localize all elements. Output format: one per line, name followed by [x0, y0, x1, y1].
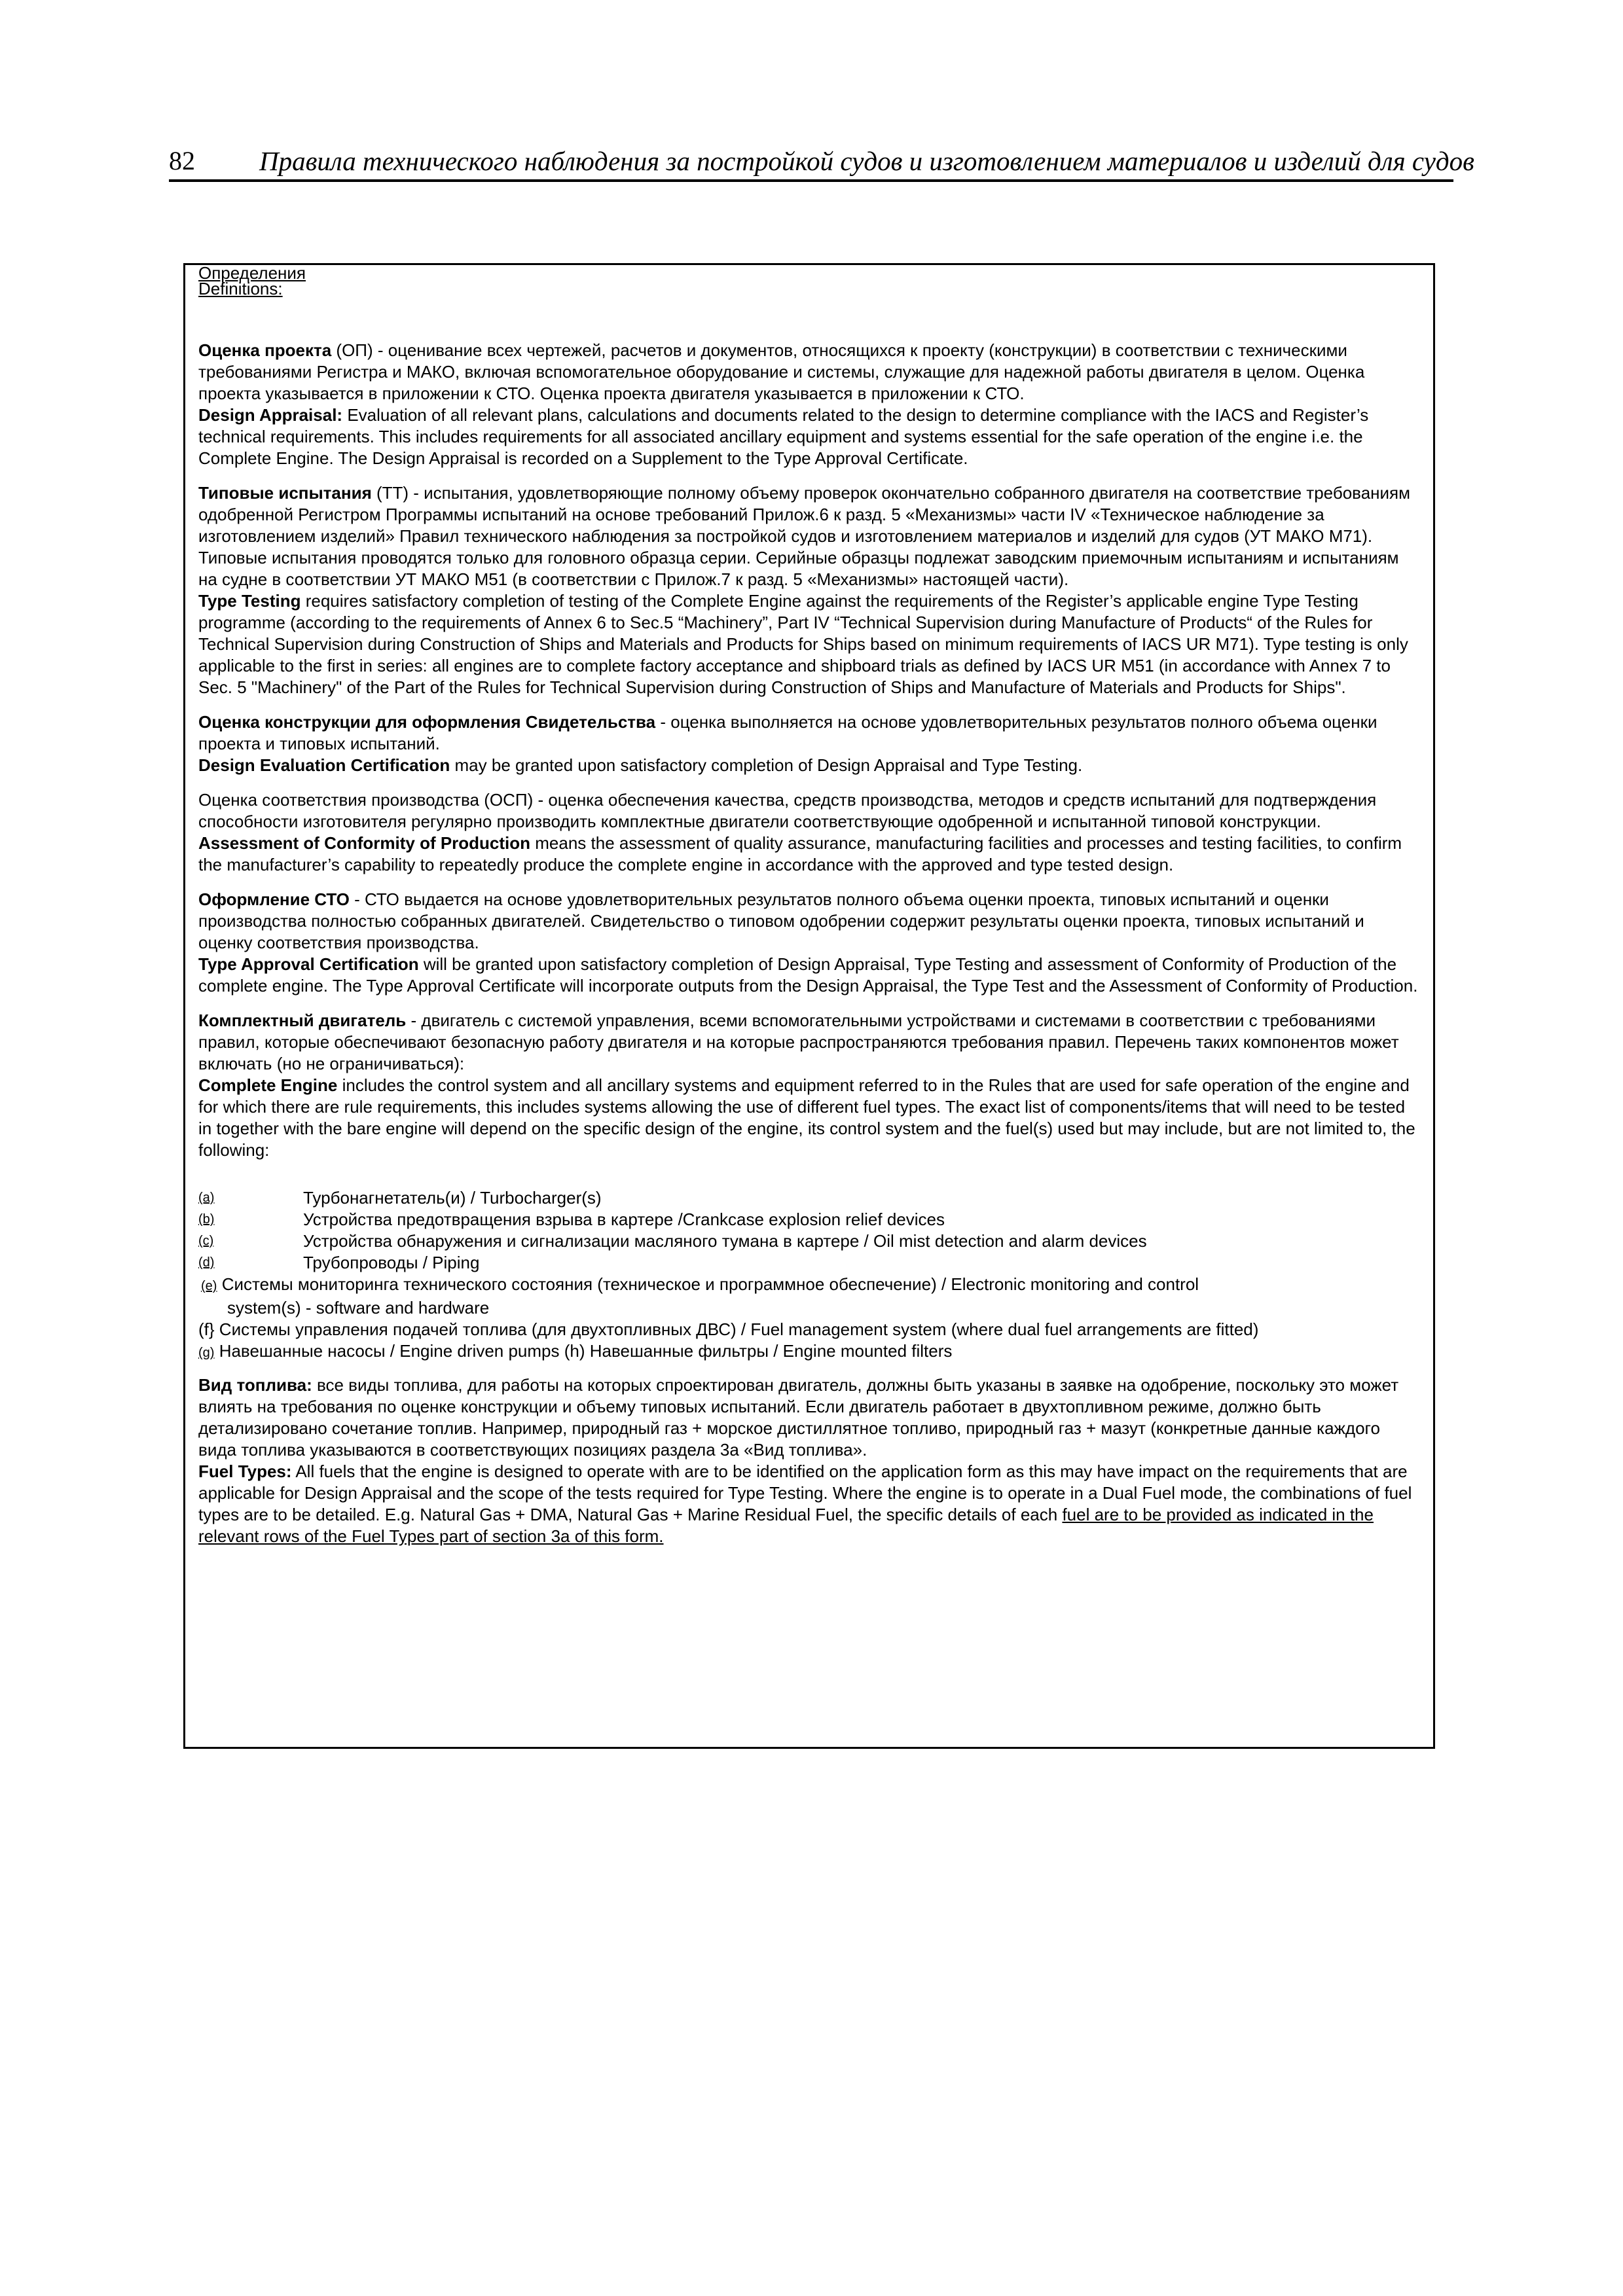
definition-text: includes the control system and all ancillary systems and equipment referred to in the Rules that are used for safe operation of the engine and for which there are rule requirements, this includes systems allowing the use of different fuel types. The exact list of components/items that will need to be tested in together with the bare engine will depend on the specific design of the engine, its control system and the fuel(s) used but may include, but are not limited to, the following:	[198, 1075, 1415, 1160]
term: Complete Engine	[198, 1075, 338, 1095]
list-item	[198, 1252, 1420, 1274]
term: Design Appraisal:	[198, 405, 343, 425]
definition-text: - двигатель с системой управления, всеми вспомогательными устройствами и системами в соответствии с требованиями правил, которые обеспечивают безопасную работу двигателя и на которые распространяются требования правил. Перечень таких компонентов может включать (но не ограничиваться):	[198, 1011, 1399, 1073]
list-marker: (g)	[198, 1346, 215, 1360]
type-testing-ru	[198, 482, 1420, 590]
list-marker: (b)	[198, 1212, 215, 1227]
list-marker: (c)	[198, 1234, 214, 1248]
list-item	[198, 1319, 1420, 1340]
design-evaluation-en	[198, 755, 1420, 776]
list-text: Турбонагнетатель(и) / Turbocharger(s)	[303, 1188, 602, 1208]
term: Комплектный двигатель	[198, 1011, 407, 1030]
list-marker: (e)	[201, 1279, 217, 1293]
design-appraisal-ru	[198, 340, 1420, 404]
term: Type Approval Certification	[198, 954, 419, 974]
definition-text-underlined: fuel are to be provided as indicated in the relevant rows of the Fuel Types part of section 3a of this form.	[198, 1505, 1374, 1546]
definition-text: means the assessment of quality assurance, manufacturing facilities and processes and testing facilities, to confirm the manufacturer’s capability to repeatedly produce the complete engine in accordance with the approved and type tested design.	[198, 833, 1402, 874]
page-number: 82	[169, 146, 195, 175]
running-title: Правила технического наблюдения за постройкой судов и изготовлением материалов и изделий для судов	[259, 146, 1474, 176]
list-text: Устройства предотвращения взрыва в картере /Crankcase explosion relief devices	[303, 1210, 945, 1229]
heading-ru: Определения	[198, 263, 306, 283]
list-text: (f} Системы управления подачей топлива (для двухтопливных ДВС) / Fuel management system (where dual fuel arrangements are fitted)	[198, 1319, 1259, 1339]
type-approval-definition	[198, 889, 1420, 997]
term: Оформление СТО	[198, 889, 350, 909]
type-testing-definition	[198, 482, 1420, 698]
list-item	[198, 1209, 1420, 1230]
definition-text: may be granted upon satisfactory completion of Design Appraisal and Type Testing.	[450, 755, 1083, 775]
conformity-definition	[198, 789, 1420, 876]
list-text: Устройства обнаружения и сигнализации масляного тумана в картере / Oil mist detection and alarm devices	[303, 1231, 1147, 1251]
type-testing-en	[198, 590, 1420, 698]
definition-text: (ТТ) - испытания, удовлетворяющие полному объему проверок окончательно собранного двигателя на соответствие требованиям одобренной Регистром Программы испытаний на основе требований Прилож.6 к разд. 5 «Механизмы» части IV «Техническое наблюдение за изготовлением изделий» Правил технического наблюдения за постройкой судов и изготовлением материалов и изделий для судов (УТ МАКО М71). Типовые испытания проводятся только для головного образца серии. Серийные образцы подлежат заводским приемочным испытаниям и испытаниям на судне в соответствии УТ МАКО М51 (в соответствии с Прилож.7 к разд. 5 «Механизмы» настоящей части).	[198, 483, 1410, 589]
definitions-frame	[183, 263, 1435, 1749]
type-approval-en	[198, 954, 1420, 997]
list-text: Системы мониторинга технического состояния (техническое и программное обеспечение) / Electronic monitoring and control	[221, 1274, 1199, 1294]
conformity-en	[198, 833, 1420, 876]
definition-text: requires satisfactory completion of testing of the Complete Engine against the requirements of the Register’s applicable engine Type Testing programme (according to the requirements of Annex 6 to Sec.5 “Machinery”, Part IV “Technical Supervision during Manufacture of Products“ of the Rules for Technical Supervision during Construction of Ships and Materials and Products for Ships based on minimum requirements of IACS UR M71). Type testing is only applicable to the first in series: all engines are to complete factory acceptance and shipboard trials as defined by IACS UR M51 (in accordance with Annex 7 to Sec. 5 "Machinery" of the Part of the Rules for Technical Supervision during Construction of Ships and Manufacture of Materials and Products for Ships".	[198, 591, 1408, 697]
complete-engine-ru	[198, 1010, 1420, 1075]
fuel-types-definition	[198, 1374, 1420, 1547]
list-text: Навешанные насосы / Engine driven pumps (h) Навешанные фильтры / Engine mounted filters	[219, 1341, 953, 1361]
conformity-ru: Оценка соответствия производства (ОСП) - оценка обеспечения качества, средств производства, методов и средств испытаний для подтверждения способности изготовителя регулярно производить комплектные двигатели соответствующие одобренной и испытанной типовой конструкции.	[198, 790, 1377, 831]
definition-text: (ОП) - оценивание всех чертежей, расчетов и документов, относящихся к проекту (конструкции) в соответствии с техническими требованиями Регистра и МАКО, включая вспомогательное оборудование и системы, служащие для надежной работы двигателя в целом. Оценка проекта указывается в приложении к СТО. Оценка проекта двигателя указывается в приложении к СТО.	[198, 340, 1365, 403]
term: Оценка конструкции для оформления Свидетельства	[198, 712, 656, 732]
list-item	[198, 1187, 1420, 1209]
term: Type Testing	[198, 591, 301, 611]
definition-text: will be granted upon satisfactory completion of Design Appraisal, Type Testing and assessment of Conformity of Production of the complete engine. The Type Approval Certificate will incorporate outputs from the Design Appraisal, the Type Test and the Assessment of Conformity of Production.	[198, 954, 1418, 996]
term: Design Evaluation Certification	[198, 755, 450, 775]
definition-text: все виды топлива, для работы на которых спроектирован двигатель, должны быть указаны в заявке на одобрение, поскольку это может влиять на требования по оценке конструкции и объему типовых испытаний. Если двигатель работает в двухтопливном режиме, должно быть детализировано сочетание топлив. Например, природный газ + морское дистиллятное топливо, природный газ + мазут (конкретные данные каждого вида топлива указываются в соответствующих позициях раздела 3а «Вид топлива».	[198, 1375, 1399, 1460]
complete-engine-en	[198, 1075, 1420, 1161]
fuel-types-en	[198, 1461, 1420, 1547]
complete-engine-definition	[198, 1010, 1420, 1161]
list-marker: (d)	[198, 1255, 215, 1270]
definition-text: - СТО выдается на основе удовлетворительных результатов полного объема оценки проекта, типовых испытаний и оценки производства полностью собранных двигателей. Свидетельство о типовом одобрении содержит результаты оценки проекта, типовых испытаний и оценку соответствия производства.	[198, 889, 1364, 952]
design-evaluation-definition	[198, 711, 1420, 776]
definition-text: - оценка выполняется на основе удовлетворительных результатов полного объема оценки проекта и типовых испытаний.	[198, 712, 1377, 753]
definitions-content	[198, 265, 1420, 1547]
term: Assessment of Conformity of Production	[198, 833, 531, 853]
component-list	[198, 1187, 1420, 1364]
term: Fuel Types:	[198, 1462, 292, 1481]
list-item	[198, 1340, 1420, 1364]
definitions-heading	[198, 265, 1420, 296]
design-appraisal-definition	[198, 340, 1420, 469]
page-header	[169, 145, 1474, 182]
definition-text: All fuels that the engine is designed to operate with are to be identified on the application form as this may have impact on the requirements that are applicable for Design Appraisal and the scope of the tests required for Type Testing. Where the engine is to operate in a Dual Fuel mode, the combinations of fuel types are to be detailed. E.g. Natural Gas + DMA, Natural Gas + Marine Residual Fuel, the specific details of each	[198, 1462, 1412, 1524]
list-text: Трубопроводы / Piping	[303, 1253, 480, 1272]
list-item	[198, 1274, 1420, 1319]
header-rule	[169, 179, 1453, 182]
term: Вид топлива:	[198, 1375, 312, 1395]
design-appraisal-en	[198, 404, 1420, 469]
list-text-continuation: system(s) - software and hardware	[227, 1298, 490, 1318]
heading-en: Definitions:	[198, 279, 283, 298]
term: Типовые испытания	[198, 483, 372, 503]
term: Оценка проекта	[198, 340, 332, 360]
type-approval-ru	[198, 889, 1420, 954]
list-item	[198, 1230, 1420, 1252]
design-evaluation-ru	[198, 711, 1420, 755]
definition-text: Evaluation of all relevant plans, calculations and documents related to the design to determine compliance with the IACS and Register’s technical requirements. This includes requirements for all associated ancillary equipment and systems essential for the safe operation of the engine i.e. the Complete Engine. The Design Appraisal is recorded on a Supplement to the Type Approval Certificate.	[198, 405, 1369, 468]
list-marker: (a)	[198, 1191, 215, 1205]
fuel-types-ru	[198, 1374, 1420, 1461]
